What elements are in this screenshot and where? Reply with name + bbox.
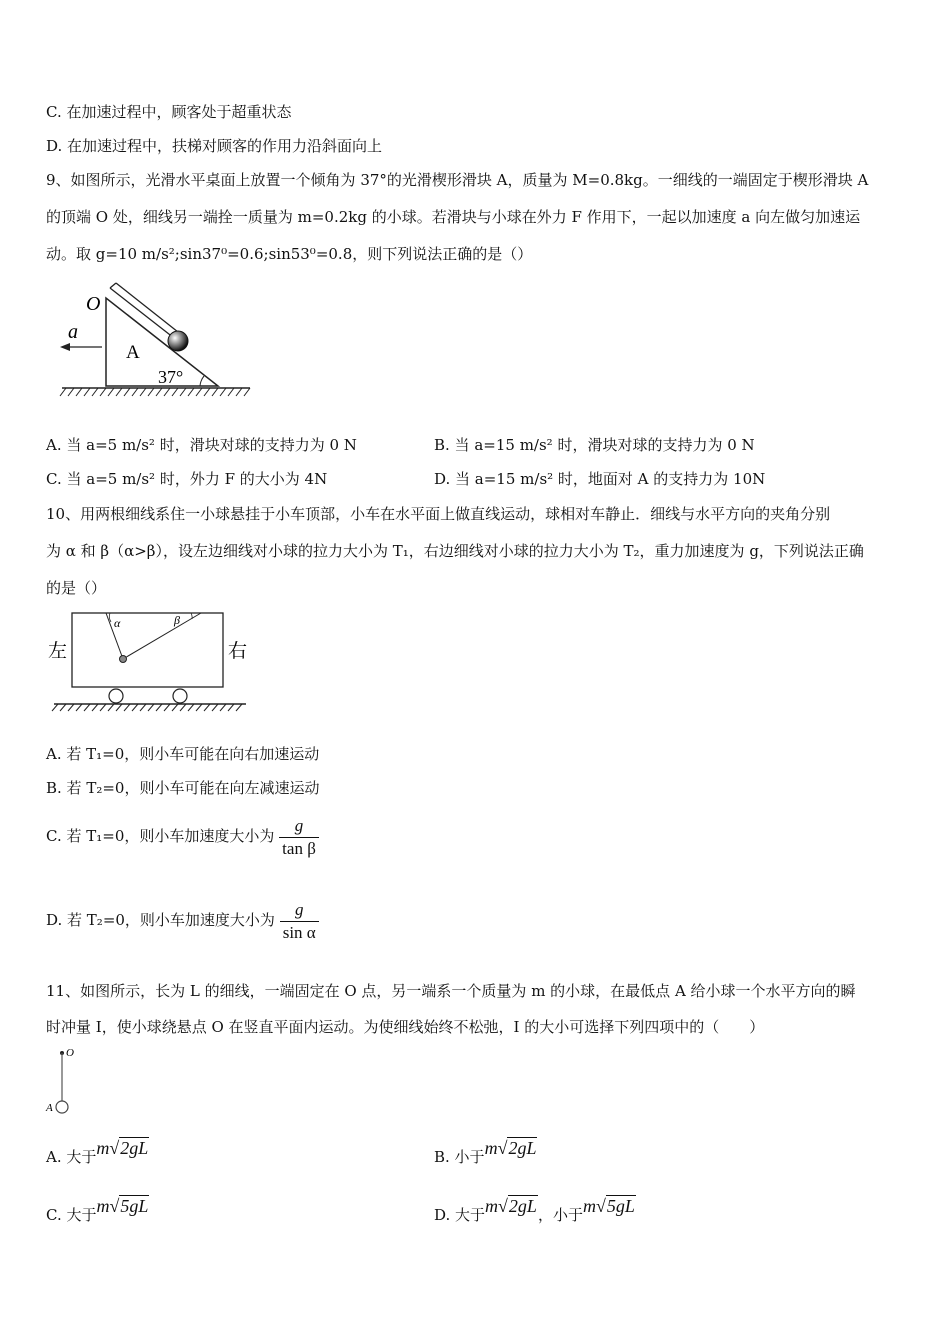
q10-option-a: A. 若 T₁=0，则小车可能在向右加速运动 — [46, 745, 320, 763]
q10-cart-figure — [46, 607, 256, 717]
q9-stem-line1: 9、如图所示，光滑水平桌面上放置一个倾角为 37°的光滑楔形滑块 A，质量为 M=0.8kg。一细线的一端固定于楔形滑块 A — [46, 171, 869, 189]
angle-37: 37° — [158, 367, 184, 387]
q8-option-d: D. 在加速过程中，扶梯对顾客的作用力沿斜面向上 — [46, 137, 383, 155]
q9-wedge-figure — [50, 280, 270, 405]
q11-stem-line2: 时冲量 I，使小球绕悬点 O 在竖直平面内运动。为使细线始终不松弛，I 的大小可选择下列四项中的（ ） — [46, 1018, 765, 1036]
ball — [168, 331, 188, 351]
q11-option-c: C. 大于m√5gL — [46, 1196, 149, 1224]
q10-option-c-text: C. 若 T₁=0，则小车加速度大小为 — [46, 827, 275, 845]
q10-stem-line3: 的是（） — [46, 579, 107, 597]
label-beta: β — [174, 613, 180, 627]
q10-stem-line2: 为 α 和 β（α>β），设左边细线对小球的拉力大小为 T₁，右边细线对小球的拉力大小为 T₂，重力加速度为 g，下列说法正确 — [46, 542, 864, 560]
label-alpha: α — [114, 616, 121, 630]
q9-option-a: A. 当 a=5 m/s² 时，滑块对球的支持力为 0 N — [46, 436, 357, 454]
q10-stem-line1: 10、用两根细线系住一小球悬挂于小车顶部，小车在水平面上做直线运动，球相对车静止．细线与水平方向的夹角分别 — [46, 505, 831, 523]
q8-option-c: C. 在加速过程中，顾客处于超重状态 — [46, 103, 292, 121]
label-O: O — [86, 293, 101, 315]
q9-option-d: D. 当 a=15 m/s² 时，地面对 A 的支持力为 10N — [434, 470, 766, 488]
q10-option-d-text: D. 若 T₂=0，则小车加速度大小为 — [46, 911, 275, 929]
q11-pendulum-figure — [44, 1045, 94, 1115]
q9-stem-line2: 的顶端 O 处，细线另一端拴一质量为 m=0.2kg 的小球。若滑块与小球在外力 F 作用下，一起以加速度 a 向左做匀加速运 — [46, 208, 861, 226]
q10-option-b: B. 若 T₂=0，则小车可能在向左减速运动 — [46, 779, 320, 797]
q11-option-a: A. 大于m√2gL — [46, 1138, 149, 1166]
q10-option-d — [46, 898, 319, 944]
label-O: O — [66, 1047, 74, 1059]
q9-option-b: B. 当 a=15 m/s² 时，滑块对球的支持力为 0 N — [434, 436, 755, 454]
q10-option-c — [46, 814, 319, 860]
label-right: 右 — [228, 641, 248, 662]
label-A: A — [46, 1102, 53, 1114]
fraction-g-over-sin-alpha: $\frac{g}{\text{sin α}}$ — [280, 899, 319, 944]
fraction-g-over-tan-beta: $\frac{g}{\text{tan β}}$ — [279, 815, 319, 860]
label-a: a — [68, 321, 78, 343]
q9-option-c: C. 当 a=5 m/s² 时，外力 F 的大小为 4N — [46, 470, 328, 488]
q9-stem-line3: 动。取 g=10 m/s²;sin37⁰=0.6;sin53⁰=0.8，则下列说法正确的是（） — [46, 245, 533, 263]
label-A: A — [126, 342, 140, 363]
q11-option-d: D. 大于m√2gL，小于m√5gL — [434, 1196, 635, 1224]
q11-stem-line1: 11、如图所示，长为 L 的细线，一端固定在 O 点，另一端系一个质量为 m 的小球，在最低点 A 给小球一个水平方向的瞬 — [46, 982, 856, 1000]
q11-option-b: B. 小于m√2gL — [434, 1138, 537, 1166]
label-left: 左 — [48, 641, 68, 662]
